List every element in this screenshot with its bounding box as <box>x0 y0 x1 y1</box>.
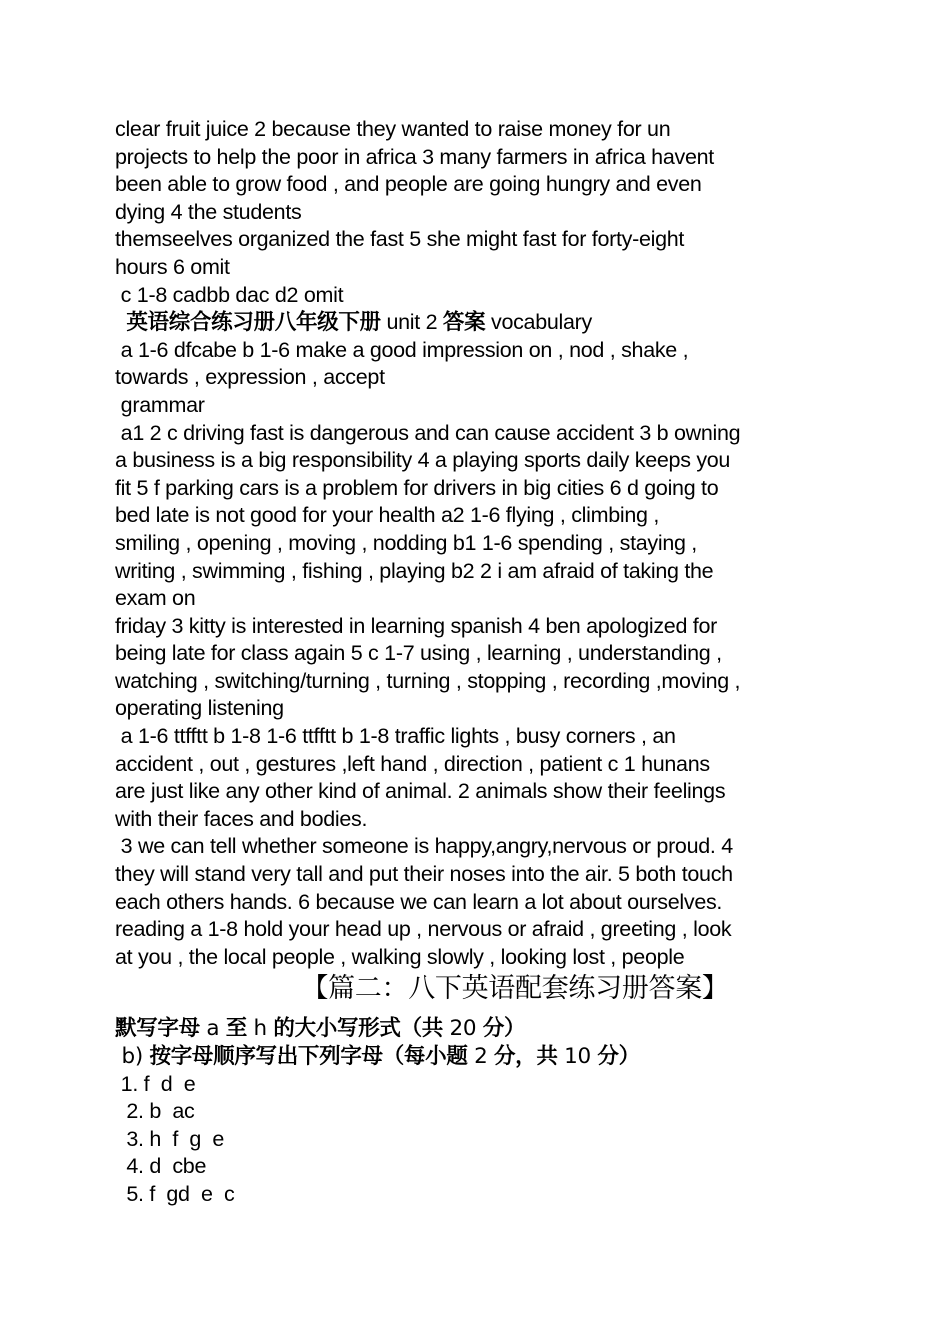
text-line: grammar <box>115 392 205 417</box>
text-line: hours 6 omit <box>115 254 230 279</box>
section-heading: 【篇二：八下英语配套练习册答案】 <box>301 973 729 1005</box>
text-line: smiling , opening , moving , nodding b1 1-6 spending , staying , <box>115 530 697 555</box>
text-line: themseelves organized the fast 5 she might fast for forty-eight <box>115 227 685 252</box>
text-line: they will stand very tall and put their noses into the air. 5 both touch <box>115 862 733 887</box>
text-line: a 1-6 ttfftt b 1-8 1-6 ttfftt b 1-8 traffic lights , busy corners , an <box>115 724 676 749</box>
text-line: operating listening <box>115 696 284 721</box>
answer-line: 3. h f g e <box>115 1126 225 1151</box>
unit2-heading <box>115 309 845 337</box>
text-line: a1 2 c driving fast is dangerous and can cause accident 3 b owning <box>115 420 741 445</box>
text-line: friday 3 kitty is interested in learning spanish 4 ben apologized for <box>115 613 717 638</box>
text-line: with their faces and bodies. <box>115 806 368 831</box>
answer-line: 1. f d e <box>115 1071 196 1096</box>
answer-line: 5. f gd e c <box>115 1181 235 1206</box>
text-line: clear fruit juice 2 because they wanted to raise money for un <box>115 117 671 141</box>
task-a-text: 分） <box>482 1016 526 1042</box>
text-line: projects to help the poor in africa 3 many farmers in africa havent <box>115 144 714 169</box>
text-line: reading a 1-8 hold your head up , nervous or afraid , greeting , look <box>115 917 732 942</box>
unit2-title-cn: 英语综合练习册八年级下册 <box>126 310 381 336</box>
text-line: a 1-6 dfcabe b 1-6 make a good impression on , nod , shake , <box>115 337 689 362</box>
answer-line: 4. d cbe <box>115 1154 207 1179</box>
task-b-instruction <box>115 1043 845 1071</box>
task-a-text: 默写字母 <box>115 1016 200 1042</box>
text-line: being late for class again 5 c 1-7 using , learning , understanding , <box>115 641 722 666</box>
task-b-number: 10 <box>557 1044 598 1069</box>
unit2-title-cn2: 答案 <box>442 310 486 336</box>
text-line: a business is a big responsibility 4 a playing sports daily keeps you <box>115 448 731 473</box>
text-line: accident , out , gestures ,left hand , direction , patient c 1 hunans <box>115 751 710 776</box>
task-b-label: b) <box>115 1044 150 1069</box>
task-a-number: 20 <box>442 1016 483 1042</box>
text-line: watching , switching/turning , turning , stopping , recording ,moving , <box>115 668 741 693</box>
text-line: are just like any other kind of animal. 2 animals show their feelings <box>115 779 726 804</box>
task-b-text: 分，共 <box>493 1044 558 1069</box>
task-a-letter: a <box>199 1016 226 1042</box>
text-line: each others hands. 6 because we can learn a lot about ourselves. <box>115 889 723 914</box>
text-line: dying 4 the students <box>115 199 302 224</box>
task-a-instruction <box>115 1015 845 1043</box>
task-a-letter: h <box>246 1016 274 1042</box>
unit2-title-end: vocabulary <box>485 310 592 335</box>
task-b-number: 2 <box>467 1044 494 1069</box>
text-line: exam on <box>115 586 196 611</box>
text-line: writing , swimming , fishing , playing b2 2 i am afraid of taking the <box>115 558 714 583</box>
text-line: been able to grow food , and people are going hungry and even <box>115 172 702 197</box>
text-line: at you , the local people , walking slowly , looking lost , people <box>115 944 685 969</box>
text-line: 3 we can tell whether someone is happy,angry,nervous or proud. 4 <box>115 834 733 859</box>
text-line: bed late is not good for your health a2 1-6 flying , climbing , <box>115 503 660 528</box>
task-a-text: 至 <box>225 1016 247 1042</box>
task-b-text: 按字母顺序写出下列字母（每小题 <box>149 1044 468 1069</box>
text-line: fit 5 f parking cars is a problem for drivers in big cities 6 d going to <box>115 475 719 500</box>
task-b-text: 分） <box>597 1044 640 1069</box>
task-a-text: 的大小写形式（共 <box>273 1016 443 1042</box>
text-line: towards , expression , accept <box>115 365 385 390</box>
text-line: c 1-8 cadbb dac d2 omit <box>115 282 344 307</box>
answer-line: 2. b ac <box>115 1099 195 1124</box>
document-body <box>115 116 845 1209</box>
unit2-title-mid: unit 2 <box>380 310 443 335</box>
